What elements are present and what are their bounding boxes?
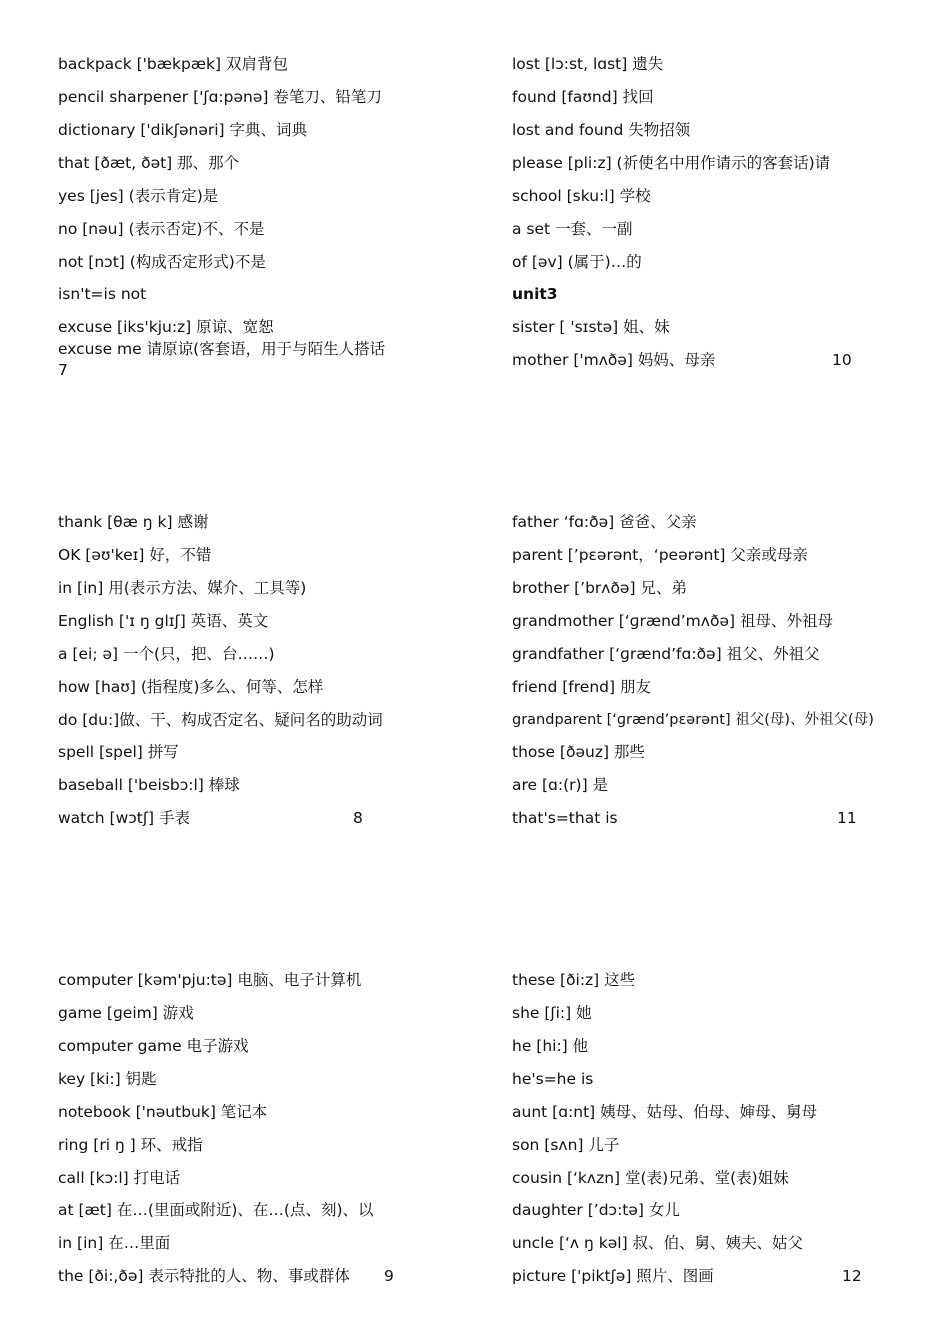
vocab-line: these [ði:z] 这些 [512,971,636,989]
vocab-line: call [kɔ:l] 打电话 [58,1169,181,1187]
vocab-line: at [æt] 在…(里面或附近)、在…(点、刻)、以 [58,1201,374,1219]
vocab-line: computer [kəm'pju:tə] 电脑、电子计算机 [58,971,362,989]
vocab-line: father ‘fɑ:ðə] 爸爸、父亲 [512,513,697,531]
vocab-line: do [du:]做、干、构成否定名、疑问名的助动词 [58,711,383,729]
vocab-line: pencil sharpener ['ʃɑ:pənə] 卷笔刀、铅笔刀 [58,88,382,106]
vocab-line: found [faʊnd] 找回 [512,88,654,106]
vocab-line: key [ki:] 钥匙 [58,1070,157,1088]
vocab-line: those [ðəuz] 那些 [512,743,645,761]
vocab-line: cousin [‘kʌzn] 堂(表)兄弟、堂(表)姐妹 [512,1169,789,1187]
vocab-line: she [ʃi:] 她 [512,1004,592,1022]
vocab-line: aunt [ɑ:nt] 姨母、姑母、伯母、婶母、舅母 [512,1103,818,1121]
vocab-line: yes [jes] (表示肯定)是 [58,187,219,205]
vocab-line: daughter [’dɔ:tə] 女儿 [512,1201,680,1219]
vocab-line: watch [wɔtʃ] 手表 [58,809,191,827]
vocab-line: OK [əʊ'keɪ] 好，不错 [58,546,212,564]
vocab-line: friend [frend] 朋友 [512,678,651,696]
vocab-line: grandparent [‘ɡrænd’pɛərənt] 祖父(母)、外祖父(母) [512,712,874,728]
vocab-line: not [nɔt] (构成否定形式)不是 [58,253,266,271]
vocab-line: the [ði:,ðə] 表示特批的人、物、事或群体 [58,1267,350,1285]
vocab-line: he [hi:] 他 [512,1037,589,1055]
vocab-line: brother [’brʌðə] 兄、弟 [512,579,687,597]
page-number: 11 [837,809,857,827]
vocab-panel-middle-left [58,512,488,842]
vocab-line: that [ðæt, ðət] 那、那个 [58,154,240,172]
vocab-panel-bottom-right [512,970,942,1300]
vocab-line: picture ['piktʃə] 照片、图画 [512,1267,714,1285]
vocab-line: game [ɡeim] 游戏 [58,1004,194,1022]
vocab-line: isn't=is not [58,285,147,303]
vocab-line: in [in] 用(表示方法、媒介、工具等) [58,579,307,597]
vocab-line: excuse [iks'kju:z] 原谅、宽恕 [58,318,274,336]
page-number: 8 [353,809,363,827]
vocab-line: excuse me 请原谅(客套语，用于与陌生人搭话 [58,340,386,358]
vocab-line: baseball ['beisbɔ:l] 棒球 [58,776,240,794]
vocab-line: a set 一套、一副 [512,220,633,238]
vocab-line: a [ei; ə] 一个(只，把、台……) [58,645,275,663]
vocab-line: mother ['mʌðə] 妈妈、母亲 [512,351,716,369]
vocab-panel-bottom-left [58,970,488,1300]
vocab-line: backpack ['bækpæk] 双肩背包 [58,55,288,73]
vocab-line: dictionary ['dikʃənəri] 字典、词典 [58,121,308,139]
vocab-line: parent [’pɛərənt，‘peərənt] 父亲或母亲 [512,546,808,564]
vocab-line: in [in] 在…里面 [58,1234,171,1252]
vocab-line: lost and found 失物招领 [512,121,691,139]
vocab-line: thank [θæ ŋ k] 感谢 [58,513,209,531]
vocab-line: that's=that is [512,809,618,827]
vocab-line: English ['ɪ ŋ glɪʃ] 英语、英文 [58,612,269,630]
vocab-line: grandfather [‘ɡrænd’fɑ:ðə] 祖父、外祖父 [512,645,820,663]
vocab-panel-top-left [58,54,488,384]
vocab-line: how [haʊ] (指程度)多么、何等、怎样 [58,678,324,696]
vocab-line: are [ɑ:(r)] 是 [512,776,609,794]
vocab-line: of [əv] (属于)…的 [512,253,642,271]
vocab-line: please [pli:z] (祈使名中用作请示的客套话)请 [512,154,831,172]
vocab-line: uncle [‘ʌ ŋ kəl] 叔、伯、舅、姨夫、姑父 [512,1234,804,1252]
page-number: 7 [58,361,68,379]
vocab-line: son [sʌn] 儿子 [512,1136,620,1154]
vocab-line: he's=he is [512,1070,594,1088]
vocab-line: spell [spel] 拼写 [58,743,179,761]
vocab-line: lost [lɔ:st, lɑst] 遗失 [512,55,664,73]
vocab-line: notebook ['nəutbuk] 笔记本 [58,1103,268,1121]
vocab-line: sister [ 'sɪstə] 姐、妹 [512,318,670,336]
page-number: 10 [832,351,852,369]
vocab-panel-top-right [512,54,942,384]
vocab-panel-middle-right [512,512,942,842]
vocab-line: school [sku:l] 学校 [512,187,651,205]
vocab-line: computer game 电子游戏 [58,1037,249,1055]
vocab-line: no [nəu] (表示否定)不、不是 [58,220,265,238]
page-number: 9 [384,1267,394,1285]
vocab-line: grandmother [‘ɡrænd’mʌðə] 祖母、外祖母 [512,612,833,630]
page-number: 12 [842,1267,862,1285]
unit-heading: unit3 [512,285,558,303]
vocab-line: ring [ri ŋ ] 环、戒指 [58,1136,203,1154]
